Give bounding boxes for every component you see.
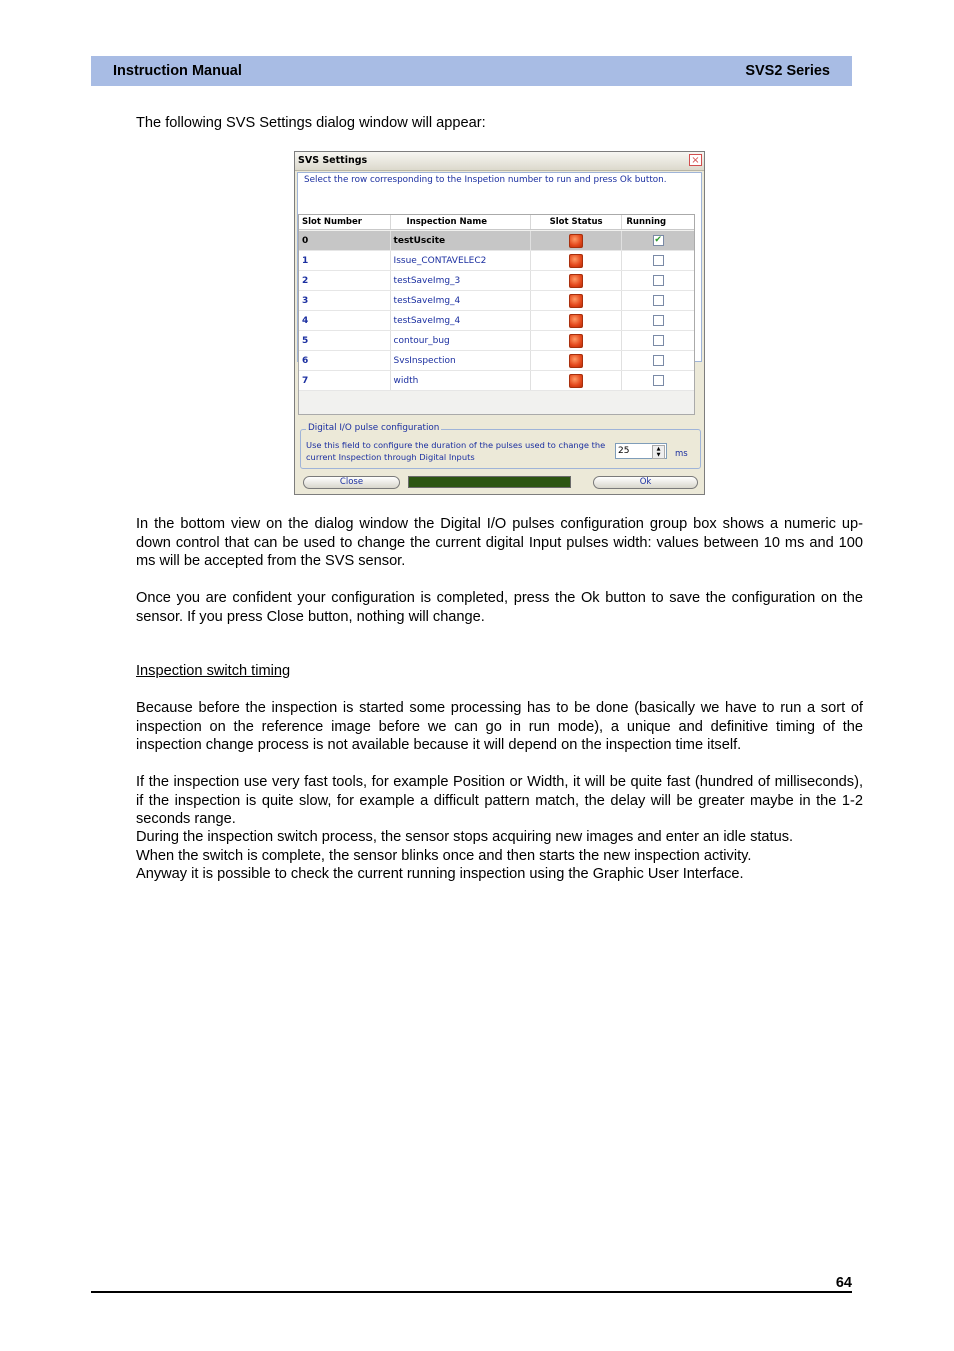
dialog-title: SVS Settings bbox=[298, 155, 368, 166]
page-number: 64 bbox=[835, 1275, 852, 1291]
close-icon[interactable]: × bbox=[689, 154, 702, 166]
slot-status-cell bbox=[531, 231, 623, 250]
grid-header bbox=[299, 215, 694, 230]
inspection-grid bbox=[298, 214, 695, 415]
status-indicator-icon bbox=[569, 354, 583, 368]
intro-text: The following SVS Settings dialog window will appear: bbox=[136, 115, 486, 131]
pulse-unit: ms bbox=[675, 449, 688, 459]
slot-number-cell: 1 bbox=[299, 251, 391, 270]
page-header bbox=[91, 56, 852, 86]
status-indicator-icon bbox=[569, 234, 583, 248]
inspection-name-cell: testSaveImg_4 bbox=[391, 311, 531, 330]
inspection-name-cell: contour_bug bbox=[391, 331, 531, 350]
inspection-name-cell: SvsInspection bbox=[391, 351, 531, 370]
slot-status-cell bbox=[531, 251, 623, 270]
close-button[interactable]: Close bbox=[303, 476, 400, 489]
running-cell bbox=[622, 311, 694, 330]
status-indicator-icon bbox=[569, 374, 583, 388]
running-checkbox[interactable] bbox=[653, 295, 664, 306]
table-row[interactable] bbox=[299, 251, 694, 271]
dialog-titlebar bbox=[295, 152, 704, 171]
status-indicator-icon bbox=[569, 314, 583, 328]
paragraph-save: Once you are confident your configuration is completed, press the Ok button to save the configuration on the sensor. If you press Close button, nothing will change. bbox=[136, 590, 863, 625]
running-cell bbox=[622, 371, 694, 390]
table-row[interactable] bbox=[299, 291, 694, 311]
pulse-width-value[interactable]: 25 bbox=[618, 446, 630, 456]
paragraph-pulse-config: In the bottom view on the dialog window the Digital I/O pulses configuration group box shows a numeric up-down control that can be used to change the current digital Input pulses width: values between 10 ms and 100 ms will be accepted from the SVS sensor. bbox=[136, 516, 863, 569]
status-indicator-icon bbox=[569, 294, 583, 308]
progress-bar bbox=[408, 476, 571, 488]
slot-status-cell bbox=[531, 291, 623, 310]
running-checkbox[interactable] bbox=[653, 255, 664, 266]
running-checkbox[interactable]: ✔ bbox=[654, 235, 662, 245]
footer-rule bbox=[91, 1291, 852, 1293]
paragraph-timing: Because before the inspection is started some processing has to be done (basically we have to run a sort of inspection on the reference image before we can go in run mode), a unique and definitive timing of the inspection change process is not available because it will depend on the inspection time itself. bbox=[136, 700, 863, 753]
running-checkbox[interactable] bbox=[653, 275, 664, 286]
running-checkbox[interactable] bbox=[653, 355, 664, 366]
inspection-name-cell: width bbox=[391, 371, 531, 390]
running-cell bbox=[622, 331, 694, 350]
slot-status-cell bbox=[531, 331, 623, 350]
group-description: Use this field to configure the duration of the pulses used to change the current Inspection through Digital Inputs bbox=[306, 440, 606, 462]
paragraph-gui: Anyway it is possible to check the current running inspection using the Graphic User Interface. bbox=[136, 866, 744, 882]
running-checkbox[interactable] bbox=[653, 335, 664, 346]
svs-settings-dialog bbox=[294, 151, 705, 495]
pulse-width-stepper[interactable] bbox=[615, 443, 667, 459]
status-indicator-icon bbox=[569, 274, 583, 288]
inspection-name-cell: testUscite bbox=[391, 231, 531, 250]
status-indicator-icon bbox=[569, 254, 583, 268]
table-row[interactable] bbox=[299, 371, 694, 391]
slot-number-cell: 5 bbox=[299, 331, 391, 350]
running-cell bbox=[622, 231, 694, 250]
table-row[interactable] bbox=[299, 311, 694, 331]
running-cell bbox=[622, 291, 694, 310]
slot-status-cell bbox=[531, 311, 623, 330]
col-running[interactable]: Running bbox=[626, 217, 667, 227]
slot-status-cell bbox=[531, 371, 623, 390]
table-row[interactable] bbox=[299, 231, 694, 251]
group-title: Digital I/O pulse configuration bbox=[308, 423, 440, 433]
inspection-name-cell: testSaveImg_3 bbox=[391, 271, 531, 290]
col-slot-number[interactable]: Slot Number bbox=[299, 215, 391, 229]
section-heading: Inspection switch timing bbox=[136, 663, 291, 679]
table-row[interactable] bbox=[299, 331, 694, 351]
col-slot-status[interactable]: Slot Status bbox=[531, 215, 623, 229]
running-checkbox[interactable] bbox=[653, 375, 664, 386]
header-title: Instruction Manual bbox=[113, 63, 242, 79]
slot-status-cell bbox=[531, 271, 623, 290]
stepper-arrows-icon[interactable]: ▲ ▼ bbox=[652, 445, 665, 459]
inspection-name-cell: Issue_CONTAVELEC2 bbox=[391, 251, 531, 270]
ok-button[interactable]: Ok bbox=[593, 476, 698, 489]
slot-status-cell bbox=[531, 351, 623, 370]
inspection-name-cell: testSaveImg_4 bbox=[391, 291, 531, 310]
running-cell bbox=[622, 351, 694, 370]
paragraph-idle: During the inspection switch process, the sensor stops acquiring new images and enter an idle status. bbox=[136, 829, 794, 845]
header-series: SVS2 Series bbox=[745, 63, 830, 79]
running-cell bbox=[622, 251, 694, 270]
table-row[interactable] bbox=[299, 351, 694, 371]
paragraph-speed: If the inspection use very fast tools, for example Position or Width, it will be quite fast (hundred of milliseconds), if the inspection is quite slow, for example a difficult pattern match, the delay will be greater maybe in the 1-2 seconds range. bbox=[136, 774, 863, 827]
slot-number-cell: 0 bbox=[299, 231, 391, 250]
col-inspection-name[interactable]: Inspection Name bbox=[391, 215, 531, 229]
slot-number-cell: 2 bbox=[299, 271, 391, 290]
running-cell bbox=[622, 271, 694, 290]
instruction-text: Select the row corresponding to the Inspetion number to run and press Ok button. bbox=[304, 175, 667, 185]
slot-number-cell: 3 bbox=[299, 291, 391, 310]
running-checkbox[interactable] bbox=[653, 315, 664, 326]
slot-number-cell: 4 bbox=[299, 311, 391, 330]
pulse-config-group bbox=[300, 423, 701, 469]
paragraph-blink: When the switch is complete, the sensor blinks once and then starts the new inspection activity. bbox=[136, 848, 752, 864]
slot-number-cell: 7 bbox=[299, 371, 391, 390]
table-row[interactable] bbox=[299, 271, 694, 291]
slot-number-cell: 6 bbox=[299, 351, 391, 370]
status-indicator-icon bbox=[569, 334, 583, 348]
